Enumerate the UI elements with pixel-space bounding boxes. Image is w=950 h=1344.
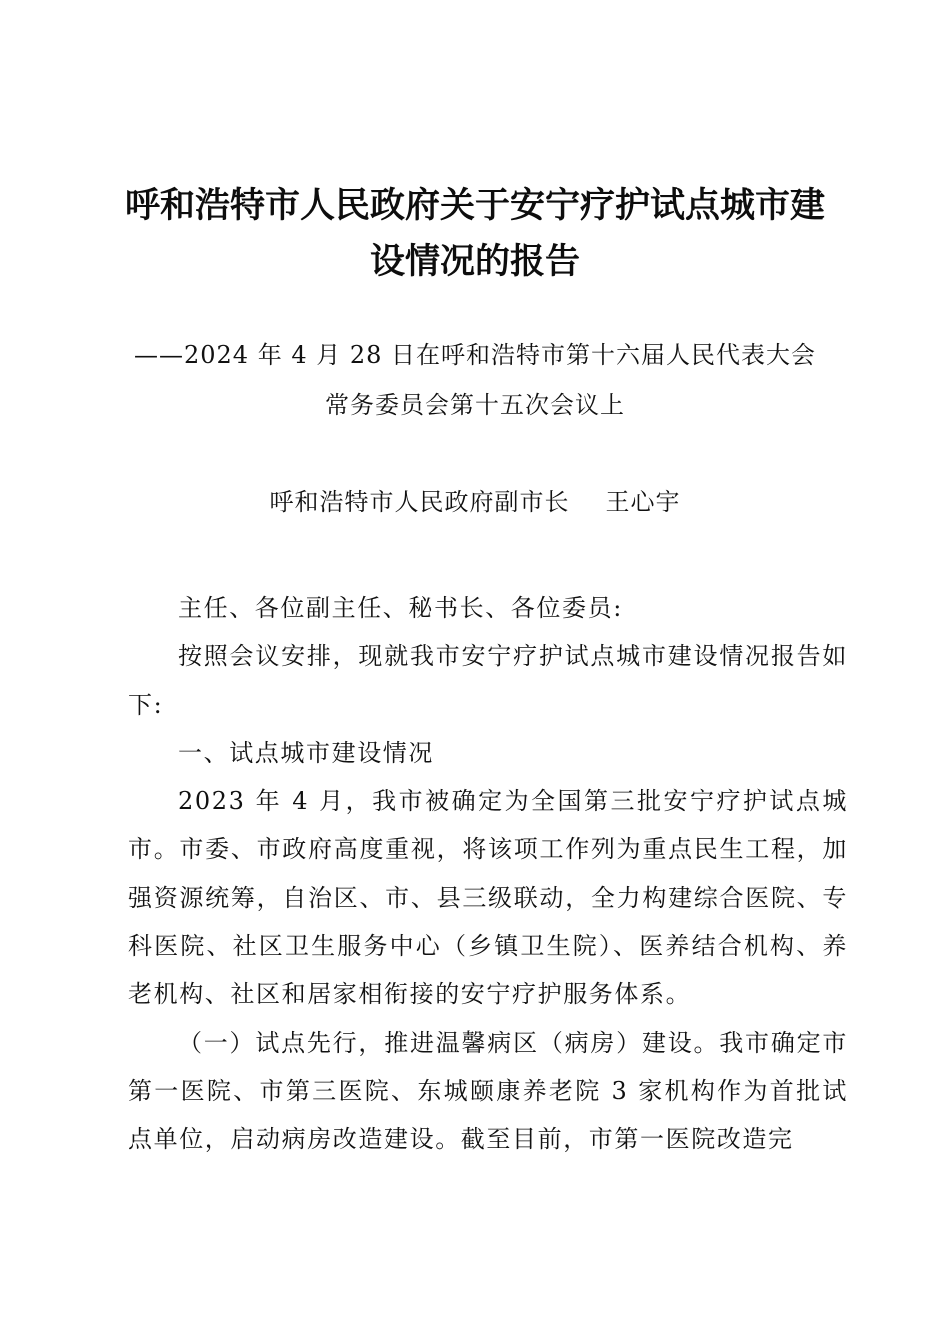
author-org: 呼和浩特市人民政府副市长 (269, 488, 570, 516)
author-name: 王心宇 (605, 488, 681, 516)
document-title (100, 178, 850, 290)
body-paragraph: （一）试点先行，推进温馨病区（病房）建设。我市确定市第一医院、市第三医院、东城颐康养老院 3 家机构作为首批试点单位，启动病房改造建设。截至目前，市第一医院改造完 (128, 1028, 848, 1154)
document-subtitle (80, 330, 870, 430)
salutation-paragraph: 主任、各位副主任、秘书长、各位委员: (178, 594, 623, 622)
body-paragraph: 2023 年 4 月，我市被确定为全国第三批安宁疗护试点城市。市委、市政府高度重视，将该项工作列为重点民生工程，加强资源统筹，自治区、市、县三级联动，全力构建综合医院、专科医院、社区卫生服务中心（乡镇卫生院）、医养结合机构、养老机构、社区和居家相衔接的安宁疗护服务体系。 (128, 787, 848, 1009)
document-body (128, 584, 848, 1164)
section-heading: 一、试点城市建设情况 (178, 738, 434, 767)
subtitle-line-1: ——2024 年 4 月 28 日在呼和浩特市第十六届人民代表大会 (133, 341, 817, 369)
title-line-1: 呼和浩特市人民政府关于安宁疗护试点城市建 (124, 186, 825, 226)
author-line (100, 482, 850, 522)
subtitle-line-2: 常务委员会第十五次会议上 (325, 391, 625, 419)
title-line-2: 设情况的报告 (369, 242, 580, 282)
intro-paragraph: 按照会议安排，现就我市安宁疗护试点城市建设情况报告如下: (128, 642, 848, 719)
